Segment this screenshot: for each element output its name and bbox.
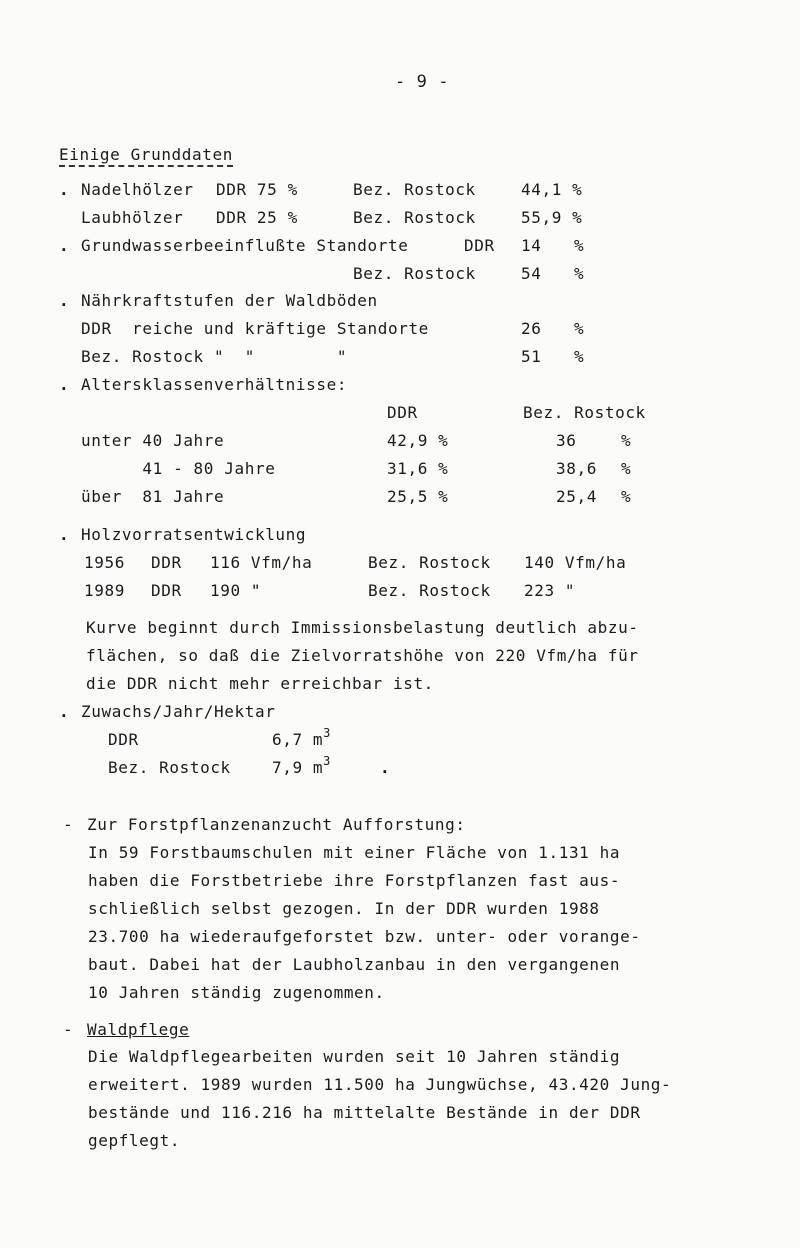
exponent: 3 bbox=[323, 726, 331, 740]
altersklassen-row-pct: % bbox=[621, 487, 632, 506]
laub-ddr: DDR 25 % bbox=[216, 208, 298, 227]
altersklassen-row-ddr: 31,6 % bbox=[387, 459, 449, 478]
bullet-marker: . bbox=[59, 236, 70, 255]
zuwachs-row-value bbox=[272, 726, 331, 750]
naehrkraft-ddr-line: DDR reiche und kräftige Standorte bbox=[81, 319, 429, 338]
altersklassen-row-bez: 36 bbox=[556, 431, 577, 450]
zuwachs-row-label: Bez. Rostock bbox=[108, 758, 231, 777]
altersklassen-label: Altersklassenverhältnisse: bbox=[81, 375, 348, 394]
bullet-marker: . bbox=[59, 291, 70, 310]
forstpflanzen-text-line: haben die Forstbetriebe ihre Forstpflanzen fast aus- bbox=[88, 871, 621, 890]
bullet-marker: . bbox=[59, 702, 70, 721]
grundwasser-bez: Bez. Rostock bbox=[353, 264, 476, 283]
altersklassen-row-label: 41 - 80 Jahre bbox=[81, 459, 276, 478]
zuwachs-row-value bbox=[272, 754, 331, 778]
forstpflanzen-text-line: In 59 Forstbaumschulen mit einer Fläche von 1.131 ha bbox=[88, 843, 621, 862]
laub-label: Laubhölzer bbox=[81, 208, 184, 227]
nadel-label: Nadelhölzer bbox=[81, 180, 194, 199]
altersklassen-col-ddr: DDR bbox=[387, 403, 418, 422]
dash-marker: - bbox=[63, 1020, 74, 1039]
altersklassen-row-pct: % bbox=[621, 431, 632, 450]
holzvorrat-year: 1956 bbox=[84, 553, 125, 572]
altersklassen-row-label: unter 40 Jahre bbox=[81, 431, 225, 450]
naehrkraft-label: Nährkraftstufen der Waldböden bbox=[81, 291, 378, 310]
naehrkraft-bez-line: Bez. Rostock " " " bbox=[81, 347, 348, 366]
laub-bez-value: 55,9 % bbox=[521, 208, 583, 227]
waldpflege-label: Waldpflege bbox=[87, 1020, 190, 1039]
nadel-bez-value: 44,1 % bbox=[521, 180, 583, 199]
altersklassen-row-bez: 38,6 bbox=[556, 459, 597, 478]
holzvorrat-bez: Bez. Rostock bbox=[368, 581, 491, 600]
zuwachs-value-text: 7,9 m bbox=[272, 758, 324, 777]
holzvorrat-ddr: DDR bbox=[151, 581, 182, 600]
section-heading: Einige Grunddaten bbox=[59, 145, 233, 167]
holzvorrat-ddr: DDR bbox=[151, 553, 182, 572]
holzvorrat-bez: Bez. Rostock bbox=[368, 553, 491, 572]
dash-marker: - bbox=[63, 815, 74, 834]
grundwasser-bez-value: 54 bbox=[521, 264, 542, 283]
altersklassen-row-label: über 81 Jahre bbox=[81, 487, 225, 506]
grundwasser-label: Grundwasserbeeinflußte Standorte bbox=[81, 236, 409, 255]
altersklassen-row-bez: 25,4 bbox=[556, 487, 597, 506]
holzvorrat-ddr-value: 116 Vfm/ha bbox=[210, 553, 313, 572]
waldpflege-text-line: Die Waldpflegearbeiten wurden seit 10 Jahren ständig bbox=[88, 1047, 621, 1066]
zuwachs-label: Zuwachs/Jahr/Hektar bbox=[81, 702, 276, 721]
holzvorrat-label: Holzvorratsentwicklung bbox=[81, 525, 307, 544]
naehrkraft-bez-value: 51 bbox=[521, 347, 542, 366]
grundwasser-ddr-pct: % bbox=[574, 236, 585, 255]
forstpflanzen-text-line: 10 Jahren ständig zugenommen. bbox=[88, 983, 385, 1002]
naehrkraft-ddr-value: 26 bbox=[521, 319, 542, 338]
holzvorrat-bez-value: 140 Vfm/ha bbox=[524, 553, 627, 572]
altersklassen-row-pct: % bbox=[621, 459, 632, 478]
holzvorrat-text-line: die DDR nicht mehr erreichbar ist. bbox=[86, 674, 434, 693]
nadel-bez: Bez. Rostock bbox=[353, 180, 476, 199]
forstpflanzen-label: Zur Forstpflanzenanzucht Aufforstung: bbox=[87, 815, 466, 834]
naehrkraft-ddr-pct: % bbox=[574, 319, 585, 338]
page-number: - 9 - bbox=[395, 72, 450, 92]
nadel-ddr: DDR 75 % bbox=[216, 180, 298, 199]
laub-bez: Bez. Rostock bbox=[353, 208, 476, 227]
holzvorrat-text-line: Kurve beginnt durch Immissionsbelastung deutlich abzu- bbox=[86, 618, 639, 637]
exponent: 3 bbox=[323, 754, 331, 768]
zuwachs-trailing-dot: . bbox=[380, 758, 391, 777]
altersklassen-row-ddr: 42,9 % bbox=[387, 431, 449, 450]
holzvorrat-ddr-value: 190 " bbox=[210, 581, 262, 600]
zuwachs-row-label: DDR bbox=[108, 730, 139, 749]
waldpflege-text-line: bestände und 116.216 ha mittelalte Bestände in der DDR bbox=[88, 1103, 641, 1122]
grundwasser-ddr-value: 14 bbox=[521, 236, 542, 255]
bullet-marker: . bbox=[59, 525, 70, 544]
altersklassen-col-bez: Bez. Rostock bbox=[523, 403, 646, 422]
holzvorrat-text-line: flächen, so daß die Zielvorratshöhe von 220 Vfm/ha für bbox=[86, 646, 639, 665]
grundwasser-bez-pct: % bbox=[574, 264, 585, 283]
holzvorrat-bez-value: 223 " bbox=[524, 581, 576, 600]
forstpflanzen-text-line: baut. Dabei hat der Laubholzanbau in den vergangenen bbox=[88, 955, 621, 974]
altersklassen-row-ddr: 25,5 % bbox=[387, 487, 449, 506]
bullet-marker: . bbox=[59, 375, 70, 394]
naehrkraft-bez-pct: % bbox=[574, 347, 585, 366]
zuwachs-value-text: 6,7 m bbox=[272, 730, 324, 749]
waldpflege-text-line: erweitert. 1989 wurden 11.500 ha Jungwüchse, 43.420 Jung- bbox=[88, 1075, 672, 1094]
grundwasser-ddr: DDR bbox=[464, 236, 495, 255]
forstpflanzen-text-line: schließlich selbst gezogen. In der DDR wurden 1988 bbox=[88, 899, 600, 918]
waldpflege-text-line: gepflegt. bbox=[88, 1131, 181, 1150]
forstpflanzen-text-line: 23.700 ha wiederaufgeforstet bzw. unter- oder vorange- bbox=[88, 927, 641, 946]
holzvorrat-year: 1989 bbox=[84, 581, 125, 600]
bullet-marker: . bbox=[59, 180, 70, 199]
